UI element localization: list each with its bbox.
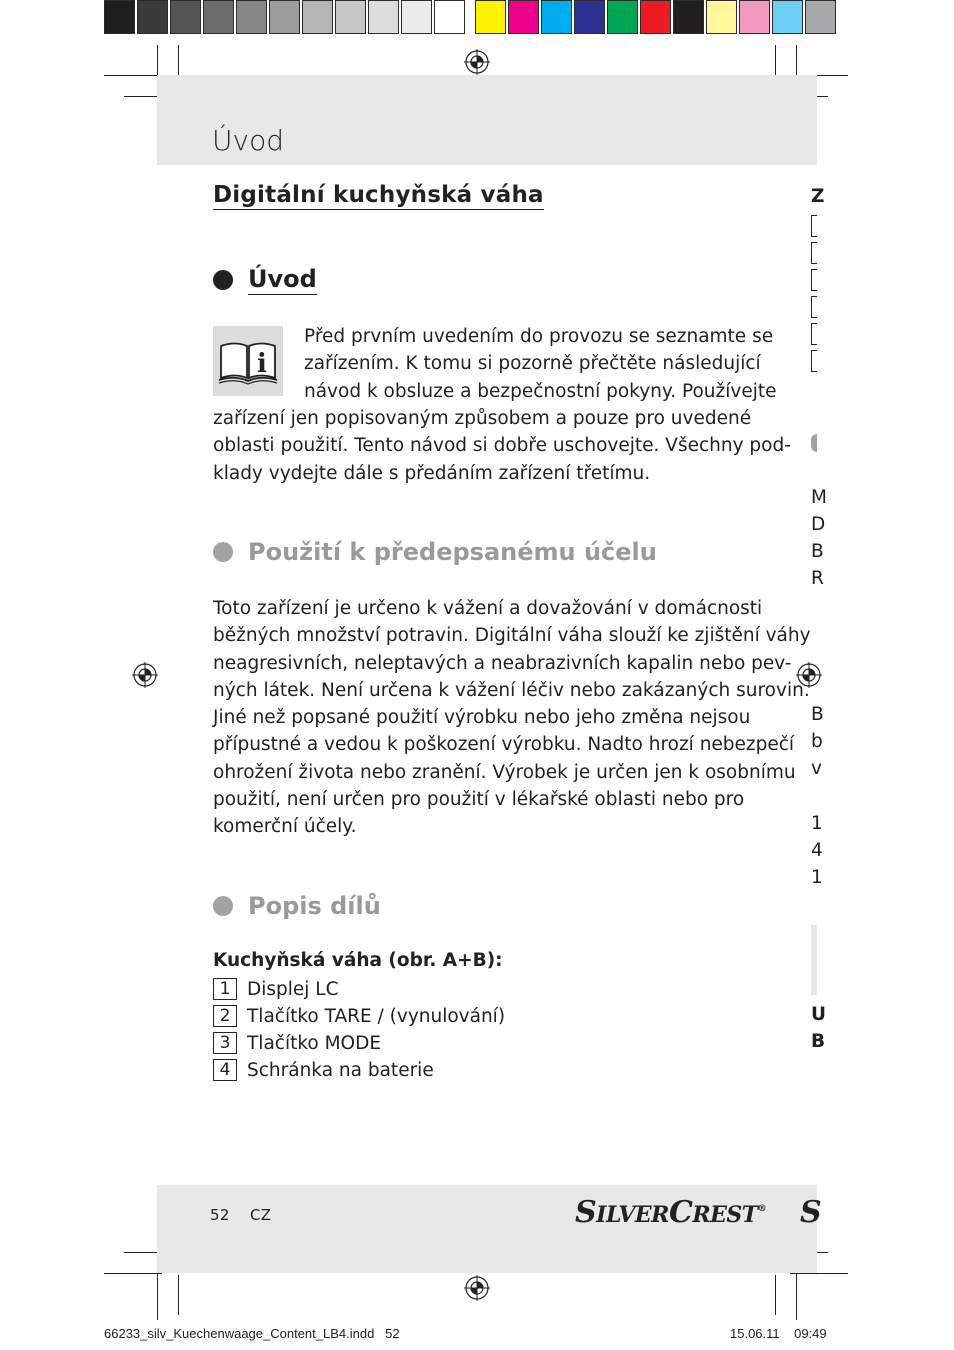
parts-list-item [213,978,339,1000]
text-line: Toto zařízení je určeno k vážení a dovažování v domácnosti [213,598,763,619]
intro-paragraph-wrapped [304,323,776,405]
color-swatch [401,0,432,34]
text-line: zařízení jen popisovaným způsobem a pouze pro uvedené [213,408,752,429]
next-page-fragment: v [811,758,822,779]
next-page-fragment: b [811,731,823,752]
color-swatch [772,0,803,34]
color-swatch [203,0,234,34]
text-line: klady vydejte dále s předáním zařízení třetímu. [213,462,651,484]
next-page-fragment: M [811,487,827,508]
next-page-fragment: 1 [811,867,823,888]
color-swatch [302,0,333,34]
part-label: Tlačítko TARE / (vynulování) [247,1005,506,1027]
color-swatch [508,0,539,34]
text-line: oblasti použití. Tento návod si dobře uschovejte. Všechny pod- [213,435,791,457]
color-swatch [104,0,135,34]
text-line: ných látek. Není určena k vážení léčiv nebo zakázaných surovin. [213,679,810,701]
part-number: 4 [213,1059,237,1081]
crop-mark [796,1270,797,1320]
brand-logo-fragment: S [800,1195,822,1230]
language-code: CZ [249,1206,272,1224]
section-heading-intended-use [213,538,657,566]
parts-label: Kuchyňská váha (obr. A+B): [213,950,503,971]
print-slug-file: 66233_silv_Kuechenwaage_Content_LB4.indd 52 [104,1326,400,1341]
text-line: návod k obsluze a bezpečnostní pokyny. Používejte [304,380,777,402]
page-number: 52 [210,1206,230,1224]
color-swatch [640,0,671,34]
next-page-fragment-box [811,269,817,291]
section-heading-parts [213,892,381,920]
part-number: 1 [213,978,237,1000]
next-page-fragment-box [811,242,817,264]
text-line: komerční účely. [213,816,357,838]
color-swatch [541,0,572,34]
next-page-fragment: 1 [811,813,823,834]
swatch-gap [467,0,475,36]
bullet-icon [213,896,233,916]
next-page-fragment-box [811,296,817,318]
text-line: ohrožení života nebo zranění. Výrobek je určen jen k osobnímu [213,761,796,783]
color-swatch [269,0,300,34]
footer-page-info [210,1206,271,1224]
next-page-fragment: R [811,568,824,589]
parts-list-item [213,1005,505,1027]
next-page-fragment: 4 [811,840,823,861]
color-swatch [706,0,737,34]
part-label: Tlačítko MODE [247,1032,382,1054]
part-number: 2 [213,1005,237,1027]
registration-mark-icon [132,662,158,688]
color-swatch [170,0,201,34]
text-line: Před prvním uvedením do provozu se seznamte se [304,326,774,347]
part-label: Displej LC [247,978,339,1000]
crop-mark [104,1273,162,1274]
next-page-bullet-fragment [811,434,817,452]
bullet-icon [213,542,233,562]
text-line: neagresivních, neleptavých a neabrazivních kapalin nebo pev- [213,652,792,674]
section-heading-text: Úvod [248,265,317,293]
crop-mark [104,75,162,76]
part-number: 3 [213,1032,237,1054]
next-page-fragment: Z [811,186,825,207]
info-book-icon [213,326,283,396]
registration-mark-icon [464,1275,490,1301]
text-line: přípustné a vedou k poškození výrobku. Nadto hrozí nebezpečí [213,734,795,756]
text-line: Jiné než popsané použití výrobku nebo jeho změna nejsou [213,707,751,729]
next-page-fragment: B [811,1031,826,1052]
next-page-fragment: D [811,514,826,535]
crop-mark [157,1270,158,1320]
bullet-icon [213,270,233,290]
text-line: běžných množství potravin. Digitální váha slouží ke zjištění váhy [213,625,811,647]
text-line: zařízením. K tomu si pozorně přečtěte následující [304,353,761,375]
crop-mark [790,1273,848,1274]
next-page-fragment: B [811,704,824,725]
next-page-fragment-box [811,323,817,345]
parts-list-item [213,1059,434,1081]
intended-use-paragraph [213,595,811,841]
intro-paragraph [213,405,791,487]
print-slug-date: 15.06.11 09:49 [730,1326,827,1341]
color-swatch [434,0,465,34]
next-page-box-fragment [811,925,817,995]
section-heading-intro [213,265,317,295]
section-heading-text: Použití k předepsanému účelu [248,538,657,566]
document-title: Digitální kuchyňská váha [213,182,544,208]
next-page-fragment-box [811,215,817,237]
color-swatch [236,0,267,34]
color-swatch [574,0,605,34]
color-swatch [739,0,770,34]
brand-logo: SILVERCREST® [575,1195,767,1230]
color-swatch [475,0,506,34]
crop-mark [775,1275,776,1315]
svg-text:i: i [257,349,267,379]
next-page-fragment: B [811,541,824,562]
color-swatch [137,0,168,34]
text-line: použití, není určen pro použití v lékařské oblasti nebo pro [213,789,745,811]
color-swatch [368,0,399,34]
part-label: Schránka na baterie [247,1059,434,1081]
next-page-fragment-box [811,350,817,372]
section-heading-text: Popis dílů [248,892,381,920]
color-swatch [607,0,638,34]
color-swatch [805,0,836,34]
color-swatch [673,0,704,34]
next-page-fragment: U [811,1004,827,1025]
color-swatch [335,0,366,34]
parts-list-item [213,1032,381,1054]
registration-mark-icon [464,49,490,75]
crop-mark [178,1275,179,1315]
page-title: Úvod [212,124,284,157]
color-calibration-bar [104,0,838,36]
